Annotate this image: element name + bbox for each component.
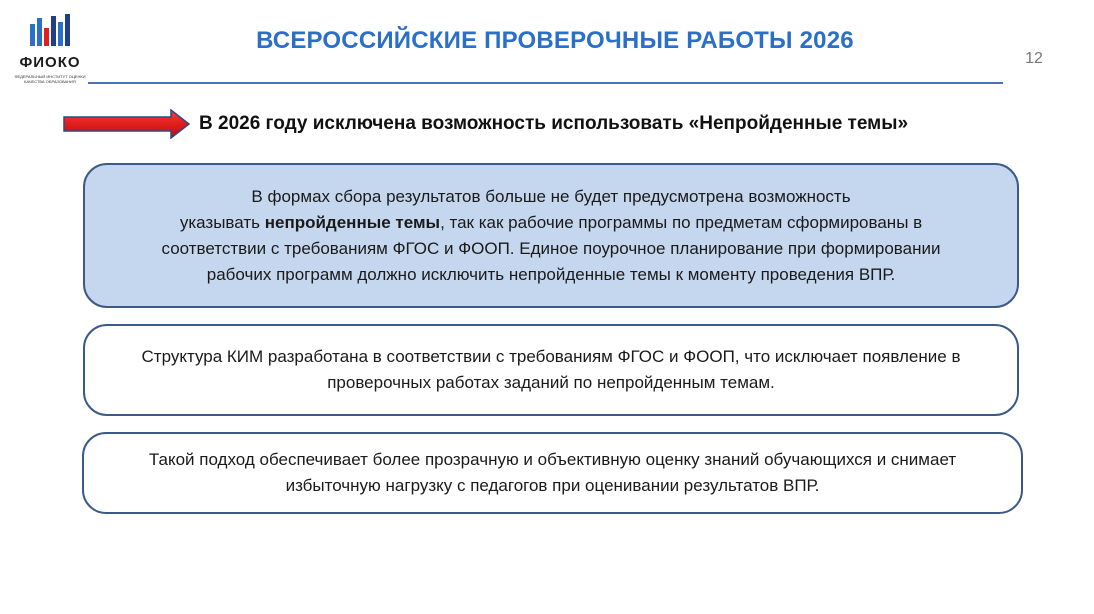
card-text-line: Структура КИМ разработана в соответствии с требованиям ФГОС и ФООП, что исключает появление в xyxy=(141,347,961,366)
logo-name: ФИОКО xyxy=(19,54,81,71)
card-text-fragment: указывать xyxy=(179,212,265,232)
fioko-logo-icon xyxy=(30,14,70,48)
right-arrow-icon xyxy=(63,109,190,139)
card-text-line xyxy=(115,210,987,236)
card-text-line: избыточную нагрузку с педагогов при оценивании результатов ВПР. xyxy=(285,476,820,495)
logo-subtitle: ФЕДЕРАЛЬНЫЙ ИНСТИТУТ ОЦЕНКИ КАЧЕСТВА ОБРАЗОВАНИЯ xyxy=(14,74,86,84)
page-title: ВСЕРОССИЙСКИЕ ПРОВЕРОЧНЫЕ РАБОТЫ 2026 xyxy=(256,27,854,54)
card-text-line: Такой подход обеспечивает более прозрачную и объективную оценку знаний обучающихся и снимает xyxy=(148,450,957,469)
card-text-line: В формах сбора результатов больше не будет предусмотрена возможность xyxy=(251,186,851,206)
info-card-kim-structure xyxy=(83,324,1019,416)
banner-text: В 2026 году исключена возможность использовать «Непройденные темы» xyxy=(199,113,909,134)
fioko-logo xyxy=(10,14,90,86)
header-divider xyxy=(88,82,1003,84)
page-number: 12 xyxy=(1025,50,1043,67)
card-bold-term: непройденные темы xyxy=(264,212,441,232)
info-card-forms xyxy=(83,163,1019,308)
card-text-fragment: , так как рабочие программы по предметам сформированы в xyxy=(440,212,923,232)
card-text-line: проверочных работах заданий по непройденным темам. xyxy=(327,373,775,392)
card-text-line: соответствии с требованиям ФГОС и ФООП. Единое поурочное планирование при формировании xyxy=(161,238,941,258)
card-text-line: рабочих программ должно исключить непройденные темы к моменту проведения ВПР. xyxy=(206,264,896,284)
info-card-approach xyxy=(82,432,1023,514)
